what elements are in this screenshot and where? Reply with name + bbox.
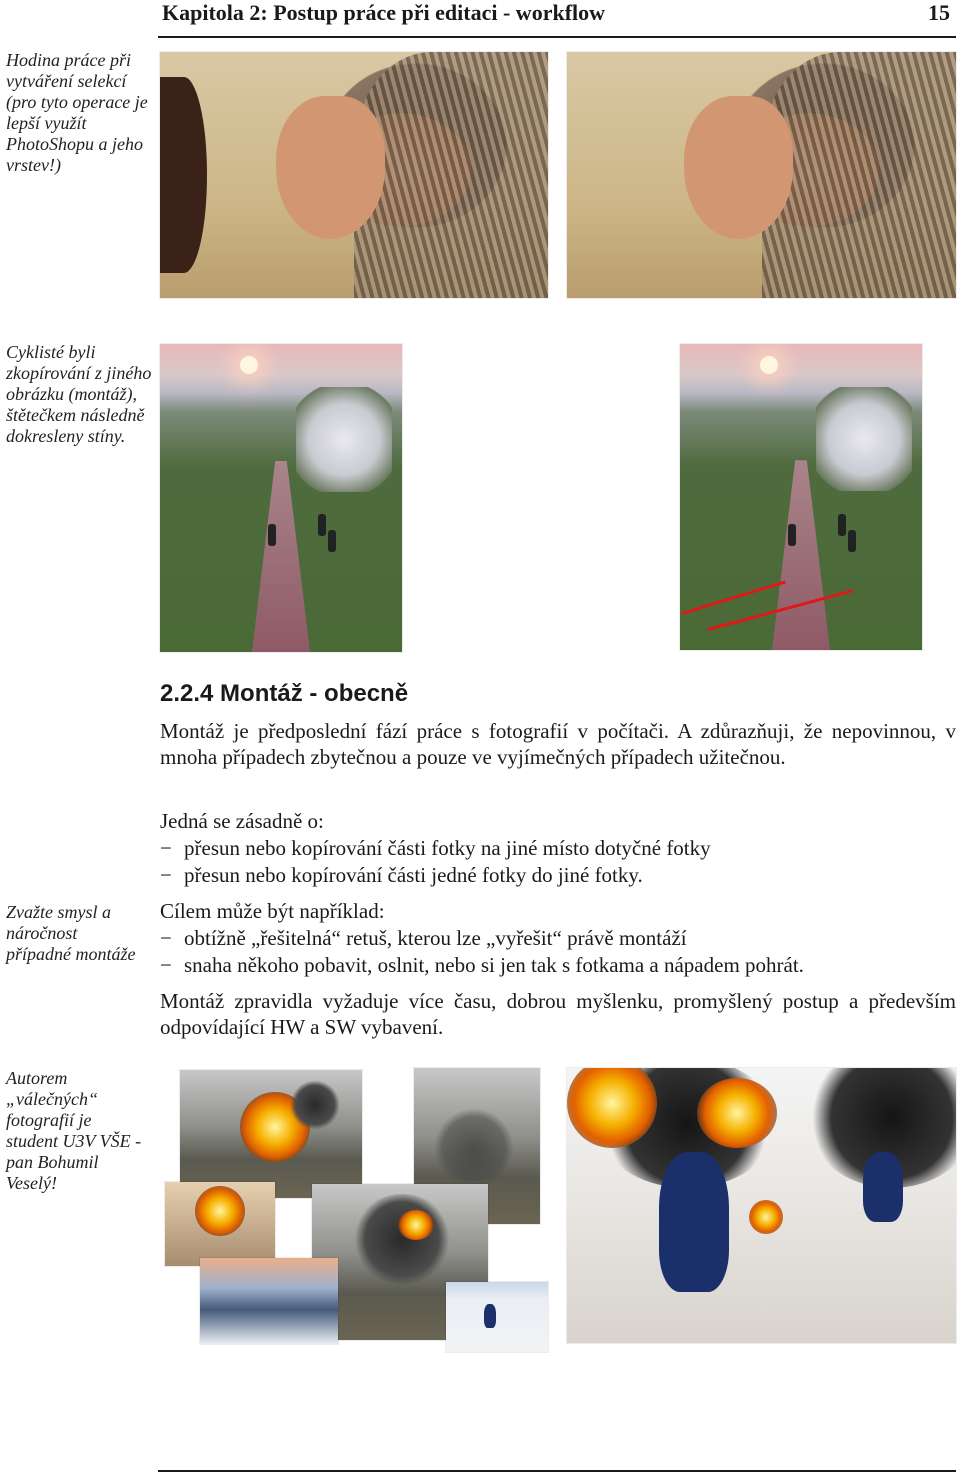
list-intro-1: Jedná se zásadně o:: [160, 809, 324, 833]
margin-note-selection: Hodina práce při vytváření selekcí (pro tyto operace je lepší využít PhotoShopu a jeho vrstev!): [6, 50, 148, 175]
page-number: 15: [928, 0, 950, 25]
photo-detail: [863, 1152, 903, 1222]
photo-detail: [760, 356, 778, 374]
list-dash: −: [160, 926, 172, 950]
photo-detail: [434, 1108, 514, 1188]
photo-detail: [848, 530, 856, 552]
list-item: [160, 925, 956, 952]
portrait-photo-after: [567, 52, 956, 298]
photo-detail: [838, 514, 846, 536]
bullet-list-1: [160, 835, 956, 889]
section-heading: 2.2.4 Montáž - obecně: [160, 680, 409, 707]
photo-detail: [484, 1304, 496, 1328]
list-item-text: snaha někoho pobavit, oslnit, nebo si jen tak s fotkama a nápadem pohrát.: [184, 953, 804, 977]
ski-photo-small: [446, 1282, 548, 1352]
paragraph-intro: Montáž je předposlední fází práce s fotografií v počítači. A zdůrazňuji, že nepovinnou, v mnoha případech zbytečnou a pouze ve vyjímečných případech užitečnou.: [160, 719, 956, 769]
photo-detail: [160, 77, 207, 274]
cyclists-photo-after: [680, 344, 922, 650]
photo-detail: [398, 1210, 434, 1240]
photo-detail: [268, 524, 276, 546]
portrait-photo-before: [160, 52, 548, 298]
margin-note-consider: Zvažte smysl a náročnost případné montáže: [6, 902, 136, 964]
photo-detail: [788, 524, 796, 546]
list-intro-2: Cílem může být například:: [160, 899, 385, 923]
photo-detail: [240, 356, 258, 374]
list-dash: −: [160, 836, 172, 860]
mountain-photo: [200, 1258, 338, 1344]
photo-detail: [684, 96, 793, 239]
photo-detail: [318, 514, 326, 536]
list-item-text: přesun nebo kopírování části jedné fotky do jiné fotky.: [184, 863, 643, 887]
ski-montage-photo: [567, 1068, 956, 1343]
photo-detail: [352, 1194, 452, 1284]
footer-rule: [158, 1470, 956, 1472]
list-item-text: obtížně „řešitelná“ retuš, kterou lze „vyřešit“ právě montáží: [184, 926, 687, 950]
list-item-text: přesun nebo kopírování části fotky na jiné místo dotyčné fotky: [184, 836, 711, 860]
photo-detail: [276, 96, 385, 239]
paragraph-conclusion: Montáž zpravidla vyžaduje více času, dobrou myšlenku, promyšlený postup a především odpovídající HW a SW vybavení.: [160, 989, 956, 1039]
margin-note-cyclists: Cyklisté byli zkopírování z jiného obrázku (montáž), štětečkem následně dokresleny stíny.: [6, 342, 152, 446]
header-rule: [158, 36, 956, 38]
photo-detail: [749, 1200, 783, 1234]
margin-note-author: Autorem „válečných“ fotografií je student U3V VŠE - pan Bohumil Veselý!: [6, 1068, 142, 1193]
photo-detail: [195, 1186, 245, 1236]
photo-detail: [328, 530, 336, 552]
list-item: [160, 862, 956, 889]
war-photo-explosion: [180, 1070, 362, 1198]
photo-detail: [290, 1080, 340, 1130]
list-item: [160, 835, 956, 862]
list-dash: −: [160, 863, 172, 887]
bullet-list-2: [160, 925, 956, 979]
shadow-arrow: [682, 580, 786, 614]
running-header-title: Kapitola 2: Postup práce při editaci - workflow: [162, 0, 606, 25]
photo-detail: [816, 387, 913, 491]
photo-detail: [296, 387, 393, 492]
war-photo-people: [165, 1182, 275, 1266]
cyclists-photo-before: [160, 344, 402, 652]
list-item: [160, 952, 956, 979]
list-dash: −: [160, 953, 172, 977]
photo-detail: [697, 1078, 777, 1148]
photo-detail: [659, 1152, 729, 1292]
